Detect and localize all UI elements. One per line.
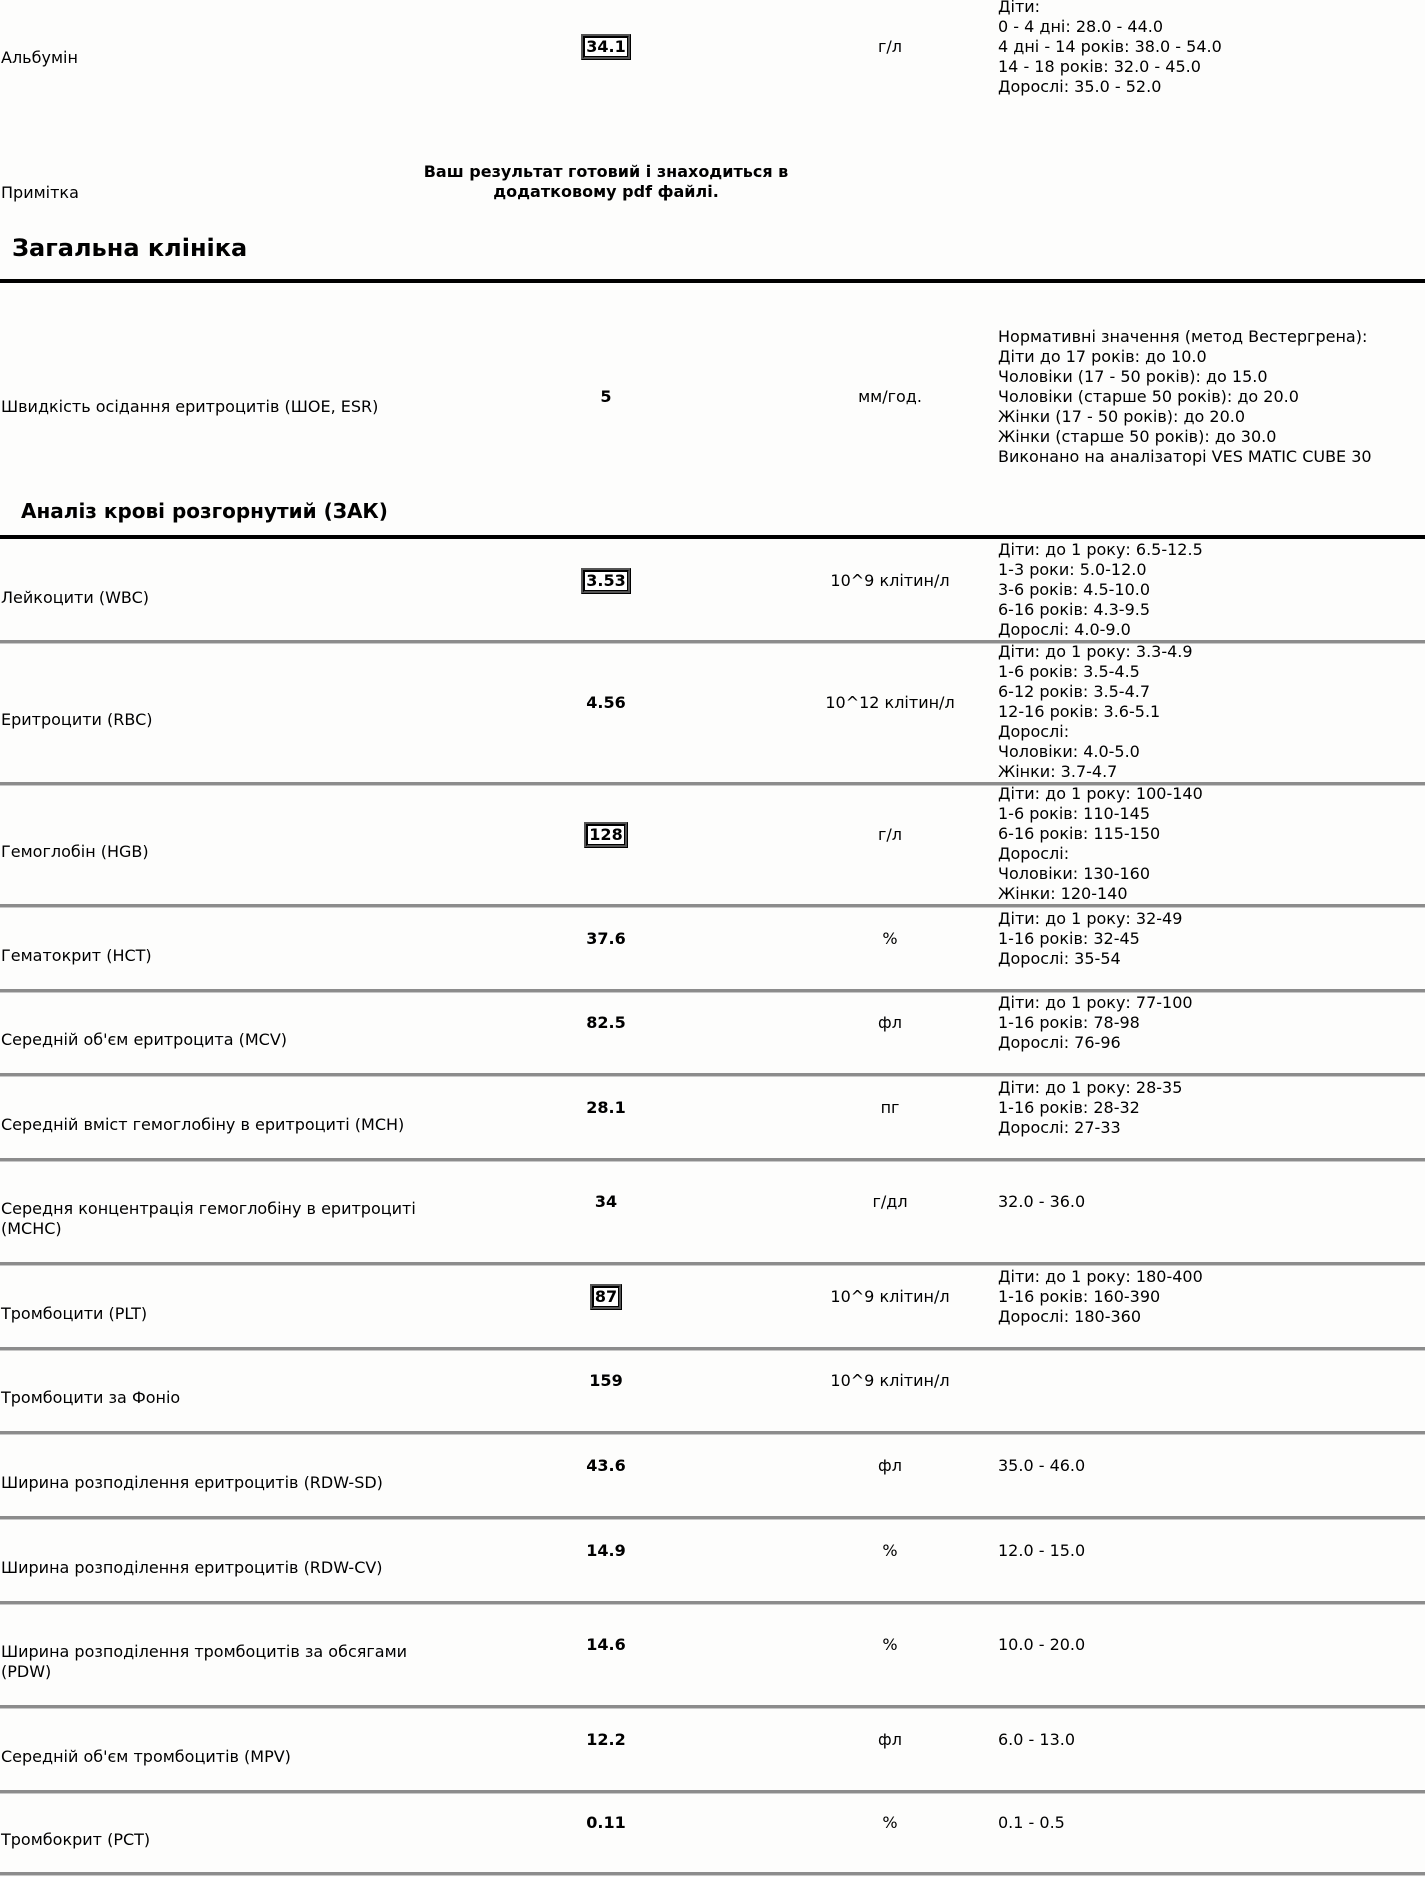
test-name-label <box>1 1030 421 1050</box>
reference-range <box>998 993 1193 1053</box>
result-value <box>506 1284 706 1310</box>
row-separator <box>0 1073 1425 1077</box>
result-unit: г/л <box>877 825 903 844</box>
albumin-reference <box>998 0 1222 97</box>
esr-label: Швидкість осідання еритроцитів (ШОЕ, ESR) <box>1 397 379 416</box>
reference-range <box>998 909 1182 969</box>
reference-line: Дорослі: 35.0 - 52.0 <box>998 77 1162 96</box>
reference-line: Дорослі: 4.0-9.0 <box>998 620 1131 639</box>
reference-line: 12-16 років: 3.6-5.1 <box>998 702 1161 721</box>
test-name-line: Середня концентрація гемоглобіну в еритроциті <box>1 1199 416 1218</box>
test-name-line: Еритроцити (RBC) <box>1 710 153 729</box>
reference-line: Дорослі: 180-360 <box>998 1306 1142 1326</box>
reference-line: Нормативні значення (метод Вестергрена): <box>998 327 1368 346</box>
reference-line: 0.1 - 0.5 <box>998 1813 1065 1832</box>
reference-line: Дорослі: 35-54 <box>998 948 1121 968</box>
reference-line: Жінки (17 - 50 років): до 20.0 <box>998 407 1246 426</box>
result-unit: фл <box>878 1013 902 1032</box>
result-unit: г/дл <box>872 1192 908 1211</box>
result-value: 0.11 <box>586 1813 626 1832</box>
reference-line: 6-16 років: 115-150 <box>998 824 1161 843</box>
reference-line: 6-12 років: 3.5-4.7 <box>998 682 1151 701</box>
reference-line: Жінки: 120-140 <box>998 884 1128 903</box>
result-value: 43.6 <box>586 1455 626 1475</box>
test-name-line: Тромбоцити (PLT) <box>1 1303 148 1323</box>
test-name-line: (MCHC) <box>1 1219 62 1238</box>
test-name-label <box>1 1199 421 1239</box>
result-unit: % <box>882 928 898 948</box>
row-separator <box>0 782 1425 786</box>
reference-line: 6.0 - 13.0 <box>998 1729 1076 1749</box>
reference-line: 1-16 років: 160-390 <box>998 1286 1161 1306</box>
reference-line: Діти до 17 років: до 10.0 <box>998 347 1207 366</box>
test-name-line: Лейкоцити (WBC) <box>1 588 149 607</box>
note-text-line: Ваш результат готовий і знаходиться в <box>423 162 789 181</box>
flagged-value-box: 3.53 <box>581 568 630 594</box>
test-name-line: Середній об'єм еритроцита (MCV) <box>1 1030 288 1049</box>
test-name-line: Середній вміст гемоглобіну в еритроциті (MCH) <box>1 1114 405 1134</box>
test-name-label <box>1 1388 421 1408</box>
note-text <box>420 162 792 202</box>
reference-line: 1-16 років: 78-98 <box>998 1013 1140 1032</box>
reference-line: 1-16 років: 28-32 <box>998 1097 1140 1117</box>
reference-range <box>998 1456 1085 1476</box>
reference-line: 14 - 18 років: 32.0 - 45.0 <box>998 57 1201 76</box>
test-name-label <box>1 1473 421 1493</box>
test-name-line: Ширина розподілення еритроцитів (RDW-SD) <box>1 1472 383 1492</box>
reference-line: 0 - 4 дні: 28.0 - 44.0 <box>998 17 1164 36</box>
result-value: 4.56 <box>586 693 626 712</box>
esr-unit: мм/год. <box>858 387 922 406</box>
reference-range <box>998 1541 1085 1561</box>
result-unit: 10^9 клітин/л <box>830 571 950 590</box>
reference-line: Дорослі: <box>998 844 1070 863</box>
result-unit: % <box>882 1813 898 1832</box>
reference-range <box>998 1267 1203 1327</box>
row-separator <box>0 1516 1425 1520</box>
reference-line: Дорослі: 76-96 <box>998 1033 1121 1052</box>
test-name-label <box>1 1115 421 1135</box>
result-unit: фл <box>878 1455 902 1475</box>
reference-line: 1-3 роки: 5.0-12.0 <box>998 560 1147 579</box>
test-name-label <box>1 710 421 730</box>
result-unit: % <box>882 1635 898 1654</box>
test-name-line: Тромбокрит (PCT) <box>1 1830 151 1849</box>
reference-range <box>998 540 1203 640</box>
reference-range <box>998 1078 1182 1138</box>
row-separator <box>0 1431 1425 1435</box>
result-unit: % <box>882 1540 898 1560</box>
reference-line: 1-6 років: 110-145 <box>998 804 1151 823</box>
result-value: 82.5 <box>586 1013 626 1032</box>
reference-line: Дорослі: 27-33 <box>998 1117 1121 1137</box>
row-separator <box>0 640 1425 644</box>
test-name-line: Гемоглобін (HGB) <box>1 842 149 861</box>
test-name-line: Середній об'єм тромбоцитів (MPV) <box>1 1746 291 1766</box>
reference-line: Діти: до 1 року: 32-49 <box>998 908 1183 928</box>
reference-line: 12.0 - 15.0 <box>998 1540 1086 1560</box>
reference-range <box>998 1192 1085 1212</box>
reference-line: Чоловіки: 130-160 <box>998 864 1151 883</box>
test-name-label <box>1 1747 421 1767</box>
reference-range <box>998 642 1193 782</box>
esr-value: 5 <box>600 387 612 406</box>
result-unit: пг <box>880 1097 900 1117</box>
row-separator <box>0 1158 1425 1162</box>
row-separator <box>0 1705 1425 1709</box>
reference-line: 4 дні - 14 років: 38.0 - 54.0 <box>998 37 1222 56</box>
flagged-value-box: 34.1 <box>581 34 630 60</box>
reference-line: 1-16 років: 32-45 <box>998 928 1140 948</box>
test-name-label <box>1 1830 421 1850</box>
test-name-line: Ширина розподілення еритроцитів (RDW-CV) <box>1 1557 383 1577</box>
reference-line: Чоловіки (старше 50 років): до 20.0 <box>998 387 1299 406</box>
result-value: 34 <box>594 1192 618 1211</box>
test-name-label <box>1 946 421 966</box>
result-unit: фл <box>878 1729 902 1749</box>
reference-range <box>998 1730 1075 1750</box>
result-value: 14.9 <box>586 1540 626 1560</box>
test-name-line: (PDW) <box>1 1662 52 1681</box>
reference-line: 6-16 років: 4.3-9.5 <box>998 600 1151 619</box>
reference-line: Дорослі: <box>998 722 1070 741</box>
reference-line: Виконано на аналізаторі VES MATIC CUBE 30 <box>998 447 1372 466</box>
albumin-unit: г/л <box>877 37 903 56</box>
reference-line: 35.0 - 46.0 <box>998 1455 1086 1475</box>
test-name-line: Ширина розподілення тромбоцитів за обсягами <box>1 1642 408 1661</box>
result-value: 28.1 <box>586 1097 626 1117</box>
reference-line: Діти: до 1 року: 77-100 <box>998 993 1193 1012</box>
note-text-line: додатковому pdf файлі. <box>493 182 719 201</box>
flagged-value-box: 128 <box>584 822 627 848</box>
albumin-label: Альбумін <box>1 48 78 67</box>
reference-line: 10.0 - 20.0 <box>998 1635 1086 1654</box>
reference-line: 3-6 років: 4.5-10.0 <box>998 580 1151 599</box>
reference-line: Діти: до 1 року: 28-35 <box>998 1077 1183 1097</box>
row-separator <box>0 1872 1425 1876</box>
reference-line: Діти: до 1 року: 3.3-4.9 <box>998 642 1193 661</box>
reference-line: Чоловіки (17 - 50 років): до 15.0 <box>998 367 1268 386</box>
result-value: 37.6 <box>586 928 626 948</box>
row-separator <box>0 1601 1425 1605</box>
test-name-label <box>1 1304 421 1324</box>
reference-line: 32.0 - 36.0 <box>998 1192 1086 1211</box>
result-unit: 10^12 клітин/л <box>825 693 955 712</box>
reference-line: Діти: до 1 року: 6.5-12.5 <box>998 540 1203 559</box>
test-name-label <box>1 588 421 608</box>
result-value: 159 <box>589 1371 623 1390</box>
result-value: 12.2 <box>586 1729 626 1749</box>
section-divider <box>0 279 1425 283</box>
result-value: 14.6 <box>586 1635 626 1654</box>
result-unit: 10^9 клітин/л <box>830 1286 950 1306</box>
flagged-value-box: 87 <box>590 1284 622 1310</box>
result-value <box>506 822 706 848</box>
row-separator <box>0 904 1425 908</box>
section-title-cbc: Аналіз крові розгорнутий (ЗАК) <box>21 499 388 523</box>
section-divider <box>0 535 1425 539</box>
note-label: Примітка <box>1 183 79 202</box>
test-name-label <box>1 1558 421 1578</box>
reference-line: Чоловіки: 4.0-5.0 <box>998 742 1140 761</box>
row-separator <box>0 1347 1425 1351</box>
row-separator <box>0 989 1425 993</box>
row-separator <box>0 1790 1425 1794</box>
section-title-general: Загальна клініка <box>12 234 248 262</box>
test-name-label <box>1 842 421 862</box>
test-name-line: Гематокрит (HCT) <box>1 945 152 965</box>
result-value <box>506 568 706 594</box>
reference-range <box>998 1813 1065 1833</box>
reference-line: Жінки (старше 50 років): до 30.0 <box>998 427 1277 446</box>
row-separator <box>0 1262 1425 1266</box>
albumin-value <box>506 34 706 60</box>
reference-line: 1-6 років: 3.5-4.5 <box>998 662 1140 681</box>
reference-range <box>998 784 1203 904</box>
reference-line: Діти: <box>998 0 1041 16</box>
reference-line: Діти: до 1 року: 180-400 <box>998 1266 1203 1286</box>
esr-reference <box>998 327 1372 467</box>
result-unit: 10^9 клітин/л <box>830 1371 950 1390</box>
test-name-label <box>1 1642 421 1682</box>
reference-line: Діти: до 1 року: 100-140 <box>998 784 1203 803</box>
test-name-line: Тромбоцити за Фоніо <box>1 1388 181 1407</box>
reference-line: Жінки: 3.7-4.7 <box>998 762 1118 781</box>
reference-range <box>998 1635 1085 1655</box>
